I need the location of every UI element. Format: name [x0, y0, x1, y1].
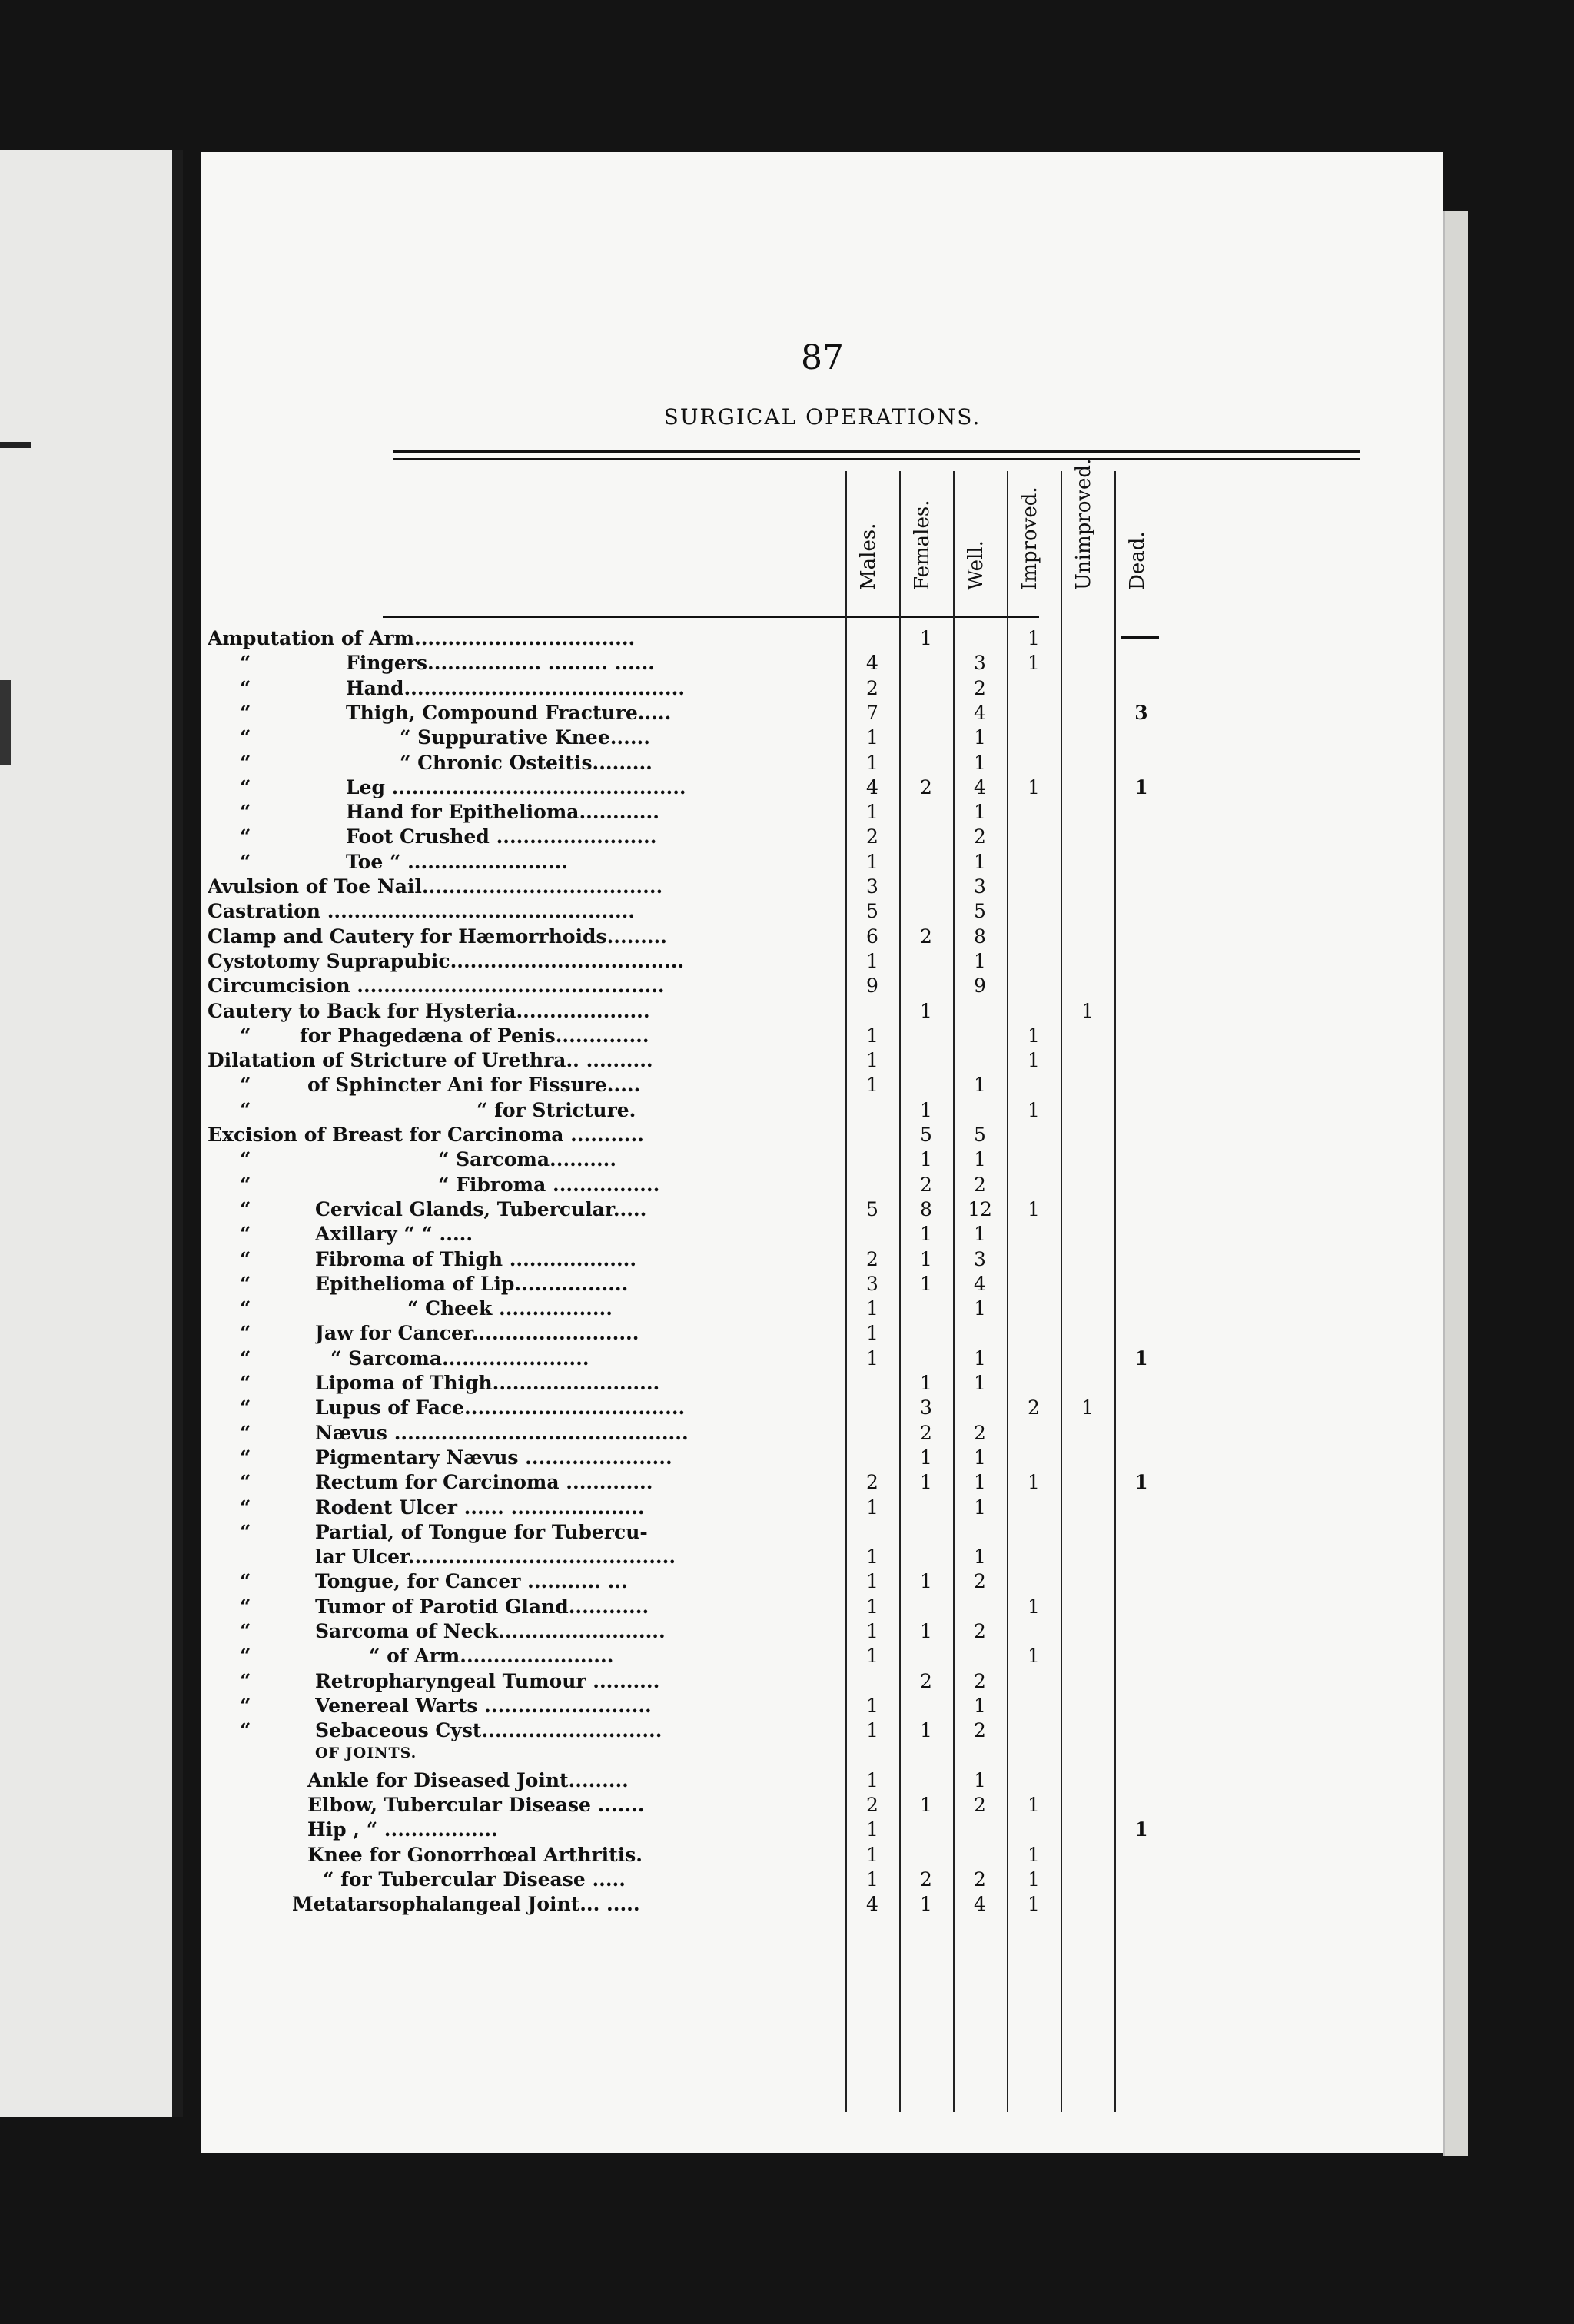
ditto-mark: “ — [240, 1645, 251, 1668]
males-count: 1 — [866, 1297, 878, 1320]
males-count: 2 — [866, 1247, 878, 1270]
improved-count: 1 — [1028, 1098, 1040, 1121]
well-count: 3 — [974, 652, 986, 675]
improved-count: 1 — [1028, 1843, 1040, 1866]
well-count: 4 — [974, 1893, 986, 1916]
females-count: 2 — [920, 1868, 932, 1891]
table-row — [201, 1124, 1200, 1148]
males-count: 1 — [866, 1545, 878, 1569]
well-count: 2 — [974, 1620, 986, 1642]
operation-label: Axillary “ “ ..... — [315, 1223, 473, 1246]
ditto-mark: “ — [240, 1520, 251, 1543]
operation-label: Cervical Glands, Tubercular..... — [315, 1197, 647, 1220]
ditto-mark: “ — [240, 1719, 251, 1742]
ditto-mark: “ — [240, 1669, 251, 1692]
males-count: 1 — [866, 949, 878, 972]
table-row — [201, 1372, 1200, 1396]
improved-count: 1 — [1028, 1645, 1040, 1668]
well-count: 2 — [974, 825, 986, 848]
well-count: 1 — [974, 1694, 986, 1717]
well-count: 5 — [974, 900, 986, 923]
operation-label: lar Ulcer........................................ — [315, 1545, 676, 1569]
improved-count: 1 — [1028, 627, 1040, 649]
males-count: 4 — [866, 775, 878, 798]
well-count: 1 — [974, 1148, 986, 1171]
ditto-mark: “ — [240, 1595, 251, 1618]
operation-label: Sarcoma of Neck......................... — [315, 1620, 666, 1642]
males-count: 5 — [866, 1197, 878, 1220]
ditto-mark: “ — [240, 751, 251, 774]
operation-label: Epithelioma of Lip................. — [315, 1272, 629, 1295]
table-row — [201, 1198, 1200, 1223]
females-count: 1 — [920, 627, 932, 649]
table-row — [201, 1670, 1200, 1695]
well-count: 1 — [974, 1446, 986, 1469]
ditto-mark: “ — [240, 1396, 251, 1419]
ditto-mark: “ — [240, 1570, 251, 1593]
females-count: 1 — [920, 1446, 932, 1469]
table-row — [201, 1347, 1200, 1372]
ditto-mark: “ — [240, 850, 251, 873]
operation-label: Rectum for Carcinoma ............. — [315, 1471, 653, 1494]
females-count: 1 — [920, 999, 932, 1022]
males-count: 1 — [866, 850, 878, 873]
males-count: 9 — [866, 974, 878, 998]
males-count: 3 — [866, 875, 878, 898]
well-count: 2 — [974, 1669, 986, 1692]
table-row — [201, 1148, 1200, 1173]
males-count: 1 — [866, 726, 878, 749]
well-count: 1 — [974, 726, 986, 749]
ditto-mark: “ — [240, 1346, 251, 1370]
table-row — [201, 1396, 1200, 1421]
well-count: 2 — [974, 676, 986, 699]
ditto-mark: “ — [240, 726, 251, 749]
ditto-mark: “ — [240, 1496, 251, 1519]
males-count: 1 — [866, 1868, 878, 1891]
improved-count: 1 — [1028, 775, 1040, 798]
unimproved-count: 1 — [1081, 999, 1094, 1022]
females-count: 3 — [920, 1396, 932, 1419]
column-header-females: Females. — [911, 500, 934, 590]
table-row — [201, 1769, 1200, 1794]
females-count: 1 — [920, 1272, 932, 1295]
table-row — [201, 1818, 1200, 1843]
operation-label: Foot Crushed ........................ — [346, 825, 657, 848]
well-count: 8 — [974, 925, 986, 948]
operation-label: Tumor of Parotid Gland............ — [315, 1595, 649, 1618]
table-row — [201, 974, 1200, 999]
operation-label: Nævus ............................................ — [315, 1421, 689, 1444]
ditto-mark: “ — [240, 1297, 251, 1320]
females-count: 1 — [920, 1471, 932, 1494]
operation-label: Avulsion of Toe Nail.................................... — [208, 875, 663, 898]
facing-page — [0, 150, 183, 2117]
improved-count: 1 — [1028, 1024, 1040, 1047]
table-row — [201, 752, 1200, 776]
operation-label: “ Sarcoma...................... — [330, 1346, 589, 1370]
operation-label: Hand for Epithelioma............ — [346, 801, 659, 824]
males-count: 2 — [866, 825, 878, 848]
operation-label: Cystotomy Suprapubic................................... — [208, 949, 685, 972]
operation-label: Lipoma of Thigh......................... — [315, 1372, 660, 1394]
dead-count: 1 — [1134, 1818, 1148, 1841]
improved-count: 1 — [1028, 1471, 1040, 1494]
column-header-dead: Dead. — [1126, 531, 1149, 590]
males-count: 1 — [866, 751, 878, 774]
dead-count: 3 — [1134, 701, 1148, 724]
table-row — [201, 1074, 1200, 1098]
operation-label: Amputation of Arm................................. — [208, 627, 636, 649]
table-row — [201, 1024, 1200, 1049]
ditto-mark: “ — [240, 1272, 251, 1295]
females-count: 2 — [920, 1421, 932, 1444]
females-count: 1 — [920, 1570, 932, 1593]
operation-label: “ Cheek ................. — [407, 1297, 613, 1320]
well-count: 2 — [974, 1868, 986, 1891]
table-row — [201, 1496, 1200, 1521]
ditto-mark: “ — [240, 1098, 251, 1121]
facing-page-mark — [0, 442, 31, 448]
table-row — [201, 1745, 1200, 1769]
operation-label: Cautery to Back for Hysteria.................... — [208, 999, 650, 1022]
males-count: 1 — [866, 1645, 878, 1668]
well-count: 1 — [974, 1372, 986, 1394]
dead-count: 1 — [1134, 775, 1148, 798]
table-row — [201, 652, 1200, 676]
table-row — [201, 1297, 1200, 1322]
ditto-mark: “ — [240, 1024, 251, 1047]
table-row — [201, 1545, 1200, 1570]
operation-label: “ Sarcoma.......... — [438, 1148, 617, 1171]
table-row — [201, 1620, 1200, 1645]
page-title: SURGICAL OPERATIONS. — [663, 404, 981, 430]
table-row — [201, 1223, 1200, 1247]
facing-page-mark — [0, 680, 11, 765]
operation-label: Leg ............................................ — [346, 775, 686, 798]
table-row — [201, 1471, 1200, 1496]
males-count: 1 — [866, 1074, 878, 1097]
ditto-mark: “ — [240, 1223, 251, 1246]
table-row — [201, 1322, 1200, 1346]
males-count: 4 — [866, 652, 878, 675]
table-row — [201, 1645, 1200, 1669]
well-count: 4 — [974, 701, 986, 724]
ditto-mark: “ — [240, 701, 251, 724]
improved-count: 1 — [1028, 652, 1040, 675]
operation-label: Toe “ ........................ — [346, 850, 568, 873]
well-count: 9 — [974, 974, 986, 998]
table-row — [201, 1521, 1200, 1545]
ditto-mark: “ — [240, 1694, 251, 1717]
males-count: 1 — [866, 1768, 878, 1791]
table-row — [201, 1868, 1200, 1893]
males-count: 4 — [866, 1893, 878, 1916]
females-count: 1 — [920, 1247, 932, 1270]
operation-label: “ for Tubercular Disease ..... — [323, 1868, 626, 1891]
operation-label: Tongue, for Cancer ........... ... — [315, 1570, 628, 1593]
well-count: 3 — [974, 1247, 986, 1270]
well-count: 2 — [974, 1570, 986, 1593]
table-row — [201, 1273, 1200, 1297]
males-count: 1 — [866, 1346, 878, 1370]
males-count: 1 — [866, 1595, 878, 1618]
females-count: 2 — [920, 775, 932, 798]
operation-label: Rodent Ulcer ...... .................... — [315, 1496, 645, 1519]
table-row — [201, 1049, 1200, 1074]
operation-label: Venereal Warts ......................... — [315, 1694, 652, 1717]
ditto-mark: “ — [240, 775, 251, 798]
males-count: 1 — [866, 801, 878, 824]
well-count: 1 — [974, 1074, 986, 1097]
improved-count: 1 — [1028, 1595, 1040, 1618]
ditto-mark: “ — [240, 1372, 251, 1394]
operation-label: Lupus of Face................................. — [315, 1396, 686, 1419]
males-count: 1 — [866, 1719, 878, 1742]
females-count: 1 — [920, 1719, 932, 1742]
improved-count: 1 — [1028, 1197, 1040, 1220]
ditto-mark: “ — [240, 1148, 251, 1171]
improved-count: 1 — [1028, 1794, 1040, 1817]
table-row — [201, 677, 1200, 702]
males-count: 3 — [866, 1272, 878, 1295]
operation-label: Hand.......................................... — [346, 676, 686, 699]
dead-count: 1 — [1134, 1346, 1148, 1370]
well-count: 2 — [974, 1421, 986, 1444]
males-count: 1 — [866, 1024, 878, 1047]
operation-label: “ of Arm....................... — [369, 1645, 614, 1668]
operation-label: Clamp and Cautery for Hæmorrhoids......... — [208, 925, 667, 948]
males-count: 1 — [866, 1694, 878, 1717]
operation-label: of Sphincter Ani for Fissure..... — [307, 1074, 641, 1097]
well-count: 1 — [974, 1768, 986, 1791]
ditto-mark: “ — [240, 1197, 251, 1220]
operation-label: “ Suppurative Knee...... — [400, 726, 650, 749]
females-count: 1 — [920, 1893, 932, 1916]
operation-label: for Phagedæna of Penis.............. — [300, 1024, 649, 1047]
table-row — [201, 801, 1200, 825]
operation-label: “ Chronic Osteitis......... — [400, 751, 653, 774]
table-row — [201, 851, 1200, 875]
table-row — [201, 825, 1200, 850]
ditto-mark: “ — [240, 652, 251, 675]
well-count: 1 — [974, 949, 986, 972]
ditto-mark: “ — [240, 1322, 251, 1345]
table-row — [201, 1595, 1200, 1620]
ditto-mark: “ — [240, 1620, 251, 1642]
males-count: 2 — [866, 1794, 878, 1817]
well-count: 1 — [974, 1297, 986, 1320]
well-count: 4 — [974, 775, 986, 798]
females-count: 2 — [920, 1669, 932, 1692]
females-count: 1 — [920, 1372, 932, 1394]
improved-count: 1 — [1028, 1893, 1040, 1916]
females-count: 2 — [920, 925, 932, 948]
unimproved-count: 1 — [1081, 1396, 1094, 1419]
well-count: 1 — [974, 850, 986, 873]
table-row — [201, 925, 1200, 950]
ditto-mark: “ — [240, 676, 251, 699]
ditto-mark: “ — [240, 1421, 251, 1444]
males-count: 7 — [866, 701, 878, 724]
males-count: 6 — [866, 925, 878, 948]
ditto-mark: “ — [240, 1074, 251, 1097]
females-count: 8 — [920, 1197, 932, 1220]
ditto-mark: “ — [240, 825, 251, 848]
well-count: 2 — [974, 1173, 986, 1196]
page-edge — [1443, 211, 1468, 2156]
operation-label: Knee for Gonorrhœal Arthritis. — [307, 1843, 643, 1866]
operation-label: Excision of Breast for Carcinoma ........... — [208, 1124, 644, 1146]
table-row — [201, 1844, 1200, 1868]
operation-label: Partial, of Tongue for Tubercu- — [315, 1520, 648, 1543]
males-count: 1 — [866, 1322, 878, 1345]
well-count: 1 — [974, 801, 986, 824]
operation-label: Fibroma of Thigh ................... — [315, 1247, 637, 1270]
well-count: 1 — [974, 1223, 986, 1246]
table-row — [201, 950, 1200, 974]
document-page — [201, 152, 1443, 2153]
males-count: 5 — [866, 900, 878, 923]
ditto-mark: “ — [240, 801, 251, 824]
top-rule — [394, 450, 1360, 460]
females-count: 1 — [920, 1223, 932, 1246]
well-count: 5 — [974, 1124, 986, 1146]
operation-label: Jaw for Cancer......................... — [315, 1322, 639, 1345]
table-row — [201, 702, 1200, 726]
page-number: 87 — [801, 338, 844, 377]
well-count: 2 — [974, 1719, 986, 1742]
operation-label: Thigh, Compound Fracture..... — [346, 701, 672, 724]
table-row — [201, 1893, 1200, 1917]
well-count: 4 — [974, 1272, 986, 1295]
table-row — [201, 1794, 1200, 1818]
well-count: 1 — [974, 1496, 986, 1519]
ditto-mark: “ — [240, 1247, 251, 1270]
operation-label: Circumcision .............................................. — [208, 974, 665, 998]
table-row — [201, 726, 1200, 751]
improved-count: 2 — [1028, 1396, 1040, 1419]
table-row — [201, 1099, 1200, 1124]
well-count: 12 — [968, 1197, 992, 1220]
well-count: 2 — [974, 1794, 986, 1817]
operation-label: Ankle for Diseased Joint......... — [307, 1768, 629, 1791]
males-count: 1 — [866, 1620, 878, 1642]
females-count: 2 — [920, 1173, 932, 1196]
column-header-unimproved: Unimproved. — [1072, 458, 1095, 590]
males-count: 2 — [866, 676, 878, 699]
females-count: 5 — [920, 1124, 932, 1146]
operation-label: “ for Stricture. — [477, 1098, 636, 1121]
well-count: 1 — [974, 751, 986, 774]
females-count: 1 — [920, 1098, 932, 1121]
gutter — [172, 150, 183, 2117]
females-count: 1 — [920, 1148, 932, 1171]
operation-label: OF JOINTS. — [315, 1744, 417, 1761]
males-count: 1 — [866, 1843, 878, 1866]
well-count: 3 — [974, 875, 986, 898]
operation-label: “ Fibroma ................ — [438, 1173, 660, 1196]
ditto-mark: “ — [240, 1446, 251, 1469]
males-count: 1 — [866, 1496, 878, 1519]
operation-label: Retropharyngeal Tumour .......... — [315, 1669, 660, 1692]
table-row — [201, 776, 1200, 801]
table-row — [201, 900, 1200, 925]
males-count: 1 — [866, 1570, 878, 1593]
table-row — [201, 1248, 1200, 1273]
operation-label: Elbow, Tubercular Disease ....... — [307, 1794, 645, 1817]
column-header-males: Males. — [857, 523, 880, 590]
females-count: 1 — [920, 1794, 932, 1817]
column-header-improved: Improved. — [1018, 486, 1041, 590]
well-count: 1 — [974, 1545, 986, 1569]
table-row — [201, 1446, 1200, 1471]
males-count: 1 — [866, 1818, 878, 1841]
operation-label: Metatarsophalangeal Joint... ..... — [292, 1893, 640, 1916]
table-row — [201, 1174, 1200, 1198]
table-row — [201, 875, 1200, 900]
operation-label: Hip , “ ................. — [307, 1818, 498, 1841]
table-row — [201, 1000, 1200, 1024]
well-count: 1 — [974, 1346, 986, 1370]
operation-label: Pigmentary Nævus ...................... — [315, 1446, 672, 1469]
table-row — [201, 1422, 1200, 1446]
operation-label: Castration .............................................. — [208, 900, 636, 923]
improved-count: 1 — [1028, 1868, 1040, 1891]
table-row — [201, 1570, 1200, 1595]
females-count: 1 — [920, 1620, 932, 1642]
improved-count: 1 — [1028, 1049, 1040, 1072]
dead-count: 1 — [1134, 1471, 1148, 1494]
males-count: 1 — [866, 1049, 878, 1072]
males-count: 2 — [866, 1471, 878, 1494]
operation-label: Sebaceous Cyst........................... — [315, 1719, 662, 1742]
column-header-well: Well. — [965, 540, 988, 590]
table-row — [201, 1695, 1200, 1719]
operation-label: Fingers................. ......... ...... — [346, 652, 655, 675]
operation-label: Dilatation of Stricture of Urethra.. .......... — [208, 1049, 653, 1072]
ditto-mark: “ — [240, 1471, 251, 1494]
table-row — [201, 1719, 1200, 1744]
well-count: 1 — [974, 1471, 986, 1494]
table-row — [201, 627, 1200, 652]
ditto-mark: “ — [240, 1173, 251, 1196]
